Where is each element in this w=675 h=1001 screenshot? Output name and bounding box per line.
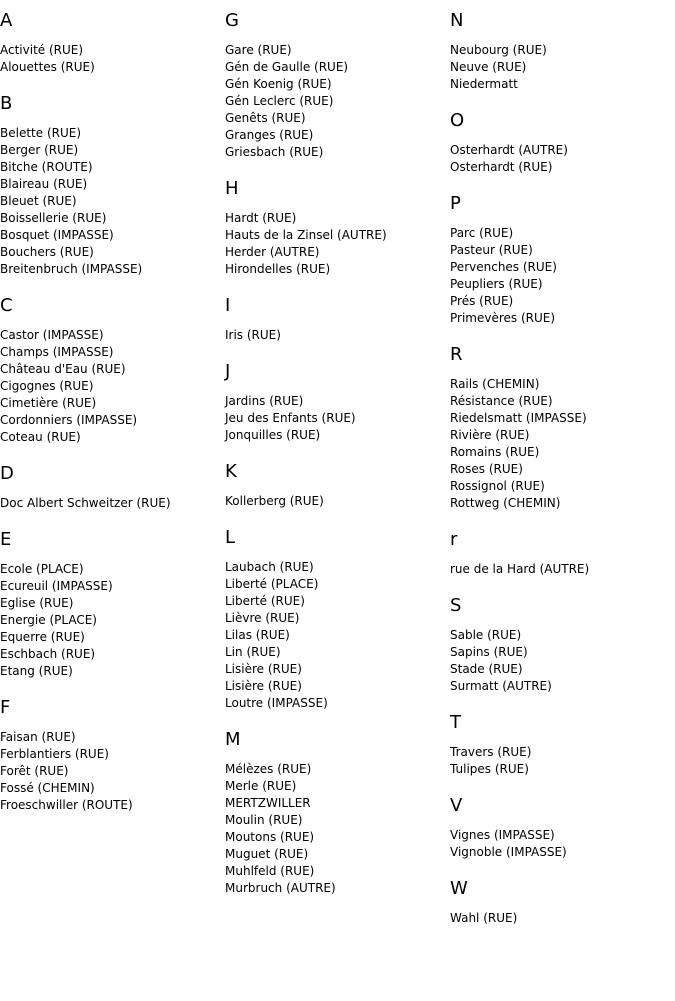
street-item[interactable]: Lisière (RUE) <box>225 662 302 676</box>
street-item[interactable]: Jardins (RUE) <box>225 394 304 408</box>
street-item[interactable]: Rottweg (CHEMIN) <box>450 496 561 510</box>
street-item[interactable]: Moulin (RUE) <box>225 813 303 827</box>
street-item[interactable]: Loutre (IMPASSE) <box>225 696 328 710</box>
letter-group <box>225 361 450 444</box>
letter-heading: P <box>450 193 461 214</box>
street-item[interactable]: Primevères (RUE) <box>450 311 556 325</box>
street-item[interactable]: Muguet (RUE) <box>225 847 309 861</box>
letter-group <box>225 527 450 712</box>
street-item[interactable]: Résistance (RUE) <box>450 394 553 408</box>
street-item[interactable]: Sable (RUE) <box>450 628 522 642</box>
street-item[interactable]: Ecureuil (IMPASSE) <box>0 579 113 593</box>
street-item[interactable]: Merle (RUE) <box>225 779 297 793</box>
street-item[interactable]: Pasteur (RUE) <box>450 243 533 257</box>
letter-group <box>225 295 450 344</box>
street-item[interactable]: Bitche (ROUTE) <box>0 160 93 174</box>
street-item[interactable]: Etang (RUE) <box>0 664 73 678</box>
street-item[interactable]: Jeu des Enfants (RUE) <box>225 411 356 425</box>
street-item[interactable]: Cimetière (RUE) <box>0 396 97 410</box>
street-item[interactable]: Eschbach (RUE) <box>0 647 96 661</box>
letter-heading: O <box>450 110 465 131</box>
street-item[interactable]: Riedelsmatt (IMPASSE) <box>450 411 587 425</box>
street-item[interactable]: Osterhardt (RUE) <box>450 160 553 174</box>
street-item[interactable]: Lièvre (RUE) <box>225 611 300 625</box>
letter-group <box>0 463 225 512</box>
letter-group <box>450 712 675 778</box>
street-item[interactable]: Blaireau (RUE) <box>0 177 88 191</box>
street-item[interactable]: Champs (IMPASSE) <box>0 345 114 359</box>
letter-heading: C <box>0 295 13 316</box>
street-item[interactable]: Bouchers (RUE) <box>0 245 94 259</box>
letter-heading: S <box>450 595 462 616</box>
street-item[interactable]: Rails (CHEMIN) <box>450 377 540 391</box>
letter-heading: G <box>225 10 239 31</box>
street-item[interactable]: Belette (RUE) <box>0 126 82 140</box>
street-index <box>0 10 675 1001</box>
street-item[interactable]: Sapins (RUE) <box>450 645 528 659</box>
letter-group <box>225 729 450 897</box>
street-item[interactable]: Niedermatt <box>450 77 518 91</box>
street-item[interactable]: Romains (RUE) <box>450 445 540 459</box>
street-item[interactable]: Energie (PLACE) <box>0 613 97 627</box>
street-item[interactable]: Alouettes (RUE) <box>0 60 95 74</box>
letter-heading: N <box>450 10 464 31</box>
letter-group <box>450 344 675 512</box>
street-item[interactable]: Stade (RUE) <box>450 662 523 676</box>
street-item[interactable]: Tulipes (RUE) <box>450 762 529 776</box>
street-item[interactable]: Cigognes (RUE) <box>0 379 94 393</box>
letter-heading: D <box>0 463 14 484</box>
street-item[interactable]: Parc (RUE) <box>450 226 514 240</box>
street-item[interactable]: Rivière (RUE) <box>450 428 530 442</box>
street-item[interactable]: Liberté (RUE) <box>225 594 305 608</box>
letter-group <box>450 529 675 578</box>
street-item[interactable]: Breitenbruch (IMPASSE) <box>0 262 143 276</box>
street-item[interactable]: Boissellerie (RUE) <box>0 211 107 225</box>
street-item[interactable]: Neuve (RUE) <box>450 60 527 74</box>
street-item[interactable]: Muhlfeld (RUE) <box>225 864 315 878</box>
street-item[interactable]: Hauts de la Zinsel (AUTRE) <box>225 228 387 242</box>
street-item[interactable]: Ecole (PLACE) <box>0 562 84 576</box>
letter-group <box>450 193 675 327</box>
letter-group <box>0 529 225 680</box>
street-item[interactable]: Genêts (RUE) <box>225 111 306 125</box>
letter-heading: H <box>225 178 239 199</box>
letter-heading: F <box>0 697 11 718</box>
street-item[interactable]: Château d'Eau (RUE) <box>0 362 126 376</box>
street-item[interactable]: Coteau (RUE) <box>0 430 81 444</box>
street-item[interactable]: Castor (IMPASSE) <box>0 328 104 342</box>
index-column <box>0 10 225 831</box>
letter-heading: R <box>450 344 463 365</box>
street-item[interactable]: Griesbach (RUE) <box>225 145 324 159</box>
street-item[interactable]: Surmatt (AUTRE) <box>450 679 552 693</box>
street-item[interactable]: Ferblantiers (RUE) <box>0 747 109 761</box>
street-item[interactable]: Forêt (RUE) <box>0 764 69 778</box>
street-item[interactable]: Fossé (CHEMIN) <box>0 781 95 795</box>
street-item[interactable]: Gén Leclerc (RUE) <box>225 94 334 108</box>
letter-group <box>225 178 450 278</box>
letter-group <box>450 878 675 927</box>
index-column <box>225 10 450 914</box>
letter-heading: V <box>450 795 463 816</box>
street-item[interactable]: Moutons (RUE) <box>225 830 315 844</box>
letter-group <box>450 110 675 176</box>
letter-heading: B <box>0 93 13 114</box>
street-item[interactable]: Liberté (PLACE) <box>225 577 319 591</box>
street-item[interactable]: Berger (RUE) <box>0 143 79 157</box>
street-item[interactable]: Bleuet (RUE) <box>0 194 77 208</box>
street-item[interactable]: Prés (RUE) <box>450 294 514 308</box>
street-item[interactable]: Froeschwiller (ROUTE) <box>0 798 133 812</box>
street-item[interactable]: Bosquet (IMPASSE) <box>0 228 114 242</box>
street-item[interactable]: Roses (RUE) <box>450 462 523 476</box>
street-item[interactable]: Travers (RUE) <box>450 745 532 759</box>
street-item[interactable]: Rossignol (RUE) <box>450 479 545 493</box>
letter-heading: E <box>0 529 12 550</box>
letter-heading: J <box>225 361 231 382</box>
letter-group <box>450 595 675 695</box>
letter-heading: I <box>225 295 231 316</box>
street-item[interactable]: Neubourg (RUE) <box>450 43 547 57</box>
street-item[interactable]: Cordonniers (IMPASSE) <box>0 413 138 427</box>
street-item[interactable]: Doc Albert Schweitzer (RUE) <box>0 496 171 510</box>
street-item[interactable]: Laubach (RUE) <box>225 560 314 574</box>
letter-group <box>225 461 450 510</box>
letter-heading: A <box>0 10 13 31</box>
letter-heading: M <box>225 729 241 750</box>
street-item[interactable]: Lisière (RUE) <box>225 679 302 693</box>
street-item[interactable]: Gare (RUE) <box>225 43 292 57</box>
street-item[interactable]: Gén Koenig (RUE) <box>225 77 332 91</box>
street-item[interactable]: Vignoble (IMPASSE) <box>450 845 567 859</box>
street-item[interactable]: Herder (AUTRE) <box>225 245 320 259</box>
street-item[interactable]: Jonquilles (RUE) <box>225 428 321 442</box>
letter-group <box>0 697 225 814</box>
street-item[interactable]: Hirondelles (RUE) <box>225 262 331 276</box>
letter-heading: r <box>450 529 458 550</box>
street-item[interactable]: Granges (RUE) <box>225 128 314 142</box>
street-item[interactable]: Hardt (RUE) <box>225 211 297 225</box>
street-item[interactable]: MERTZWILLER <box>225 796 311 810</box>
street-item[interactable]: Iris (RUE) <box>225 328 281 342</box>
street-item[interactable]: Mélèzes (RUE) <box>225 762 312 776</box>
street-item[interactable]: Lilas (RUE) <box>225 628 290 642</box>
street-item[interactable]: Eglise (RUE) <box>0 596 74 610</box>
letter-group <box>450 10 675 93</box>
street-item[interactable]: Equerre (RUE) <box>0 630 85 644</box>
letter-group <box>225 10 450 161</box>
street-item[interactable]: Vignes (IMPASSE) <box>450 828 555 842</box>
letter-group <box>0 10 225 76</box>
letter-heading: W <box>450 878 468 899</box>
index-column <box>450 10 675 944</box>
street-item[interactable]: Faisan (RUE) <box>0 730 76 744</box>
street-item[interactable]: Pervenches (RUE) <box>450 260 557 274</box>
letter-group <box>0 93 225 278</box>
street-item[interactable]: Murbruch (AUTRE) <box>225 881 336 895</box>
letter-heading: T <box>450 712 461 733</box>
street-item[interactable]: Gén de Gaulle (RUE) <box>225 60 349 74</box>
street-item[interactable]: Lin (RUE) <box>225 645 281 659</box>
street-item[interactable]: Kollerberg (RUE) <box>225 494 324 508</box>
letter-group <box>450 795 675 861</box>
street-item[interactable]: Activité (RUE) <box>0 43 84 57</box>
street-item[interactable]: rue de la Hard (AUTRE) <box>450 562 590 576</box>
street-item[interactable]: Wahl (RUE) <box>450 911 518 925</box>
letter-heading: L <box>225 527 236 548</box>
letter-heading: K <box>225 461 237 482</box>
street-item[interactable]: Peupliers (RUE) <box>450 277 543 291</box>
letter-group <box>0 295 225 446</box>
street-item[interactable]: Osterhardt (AUTRE) <box>450 143 568 157</box>
